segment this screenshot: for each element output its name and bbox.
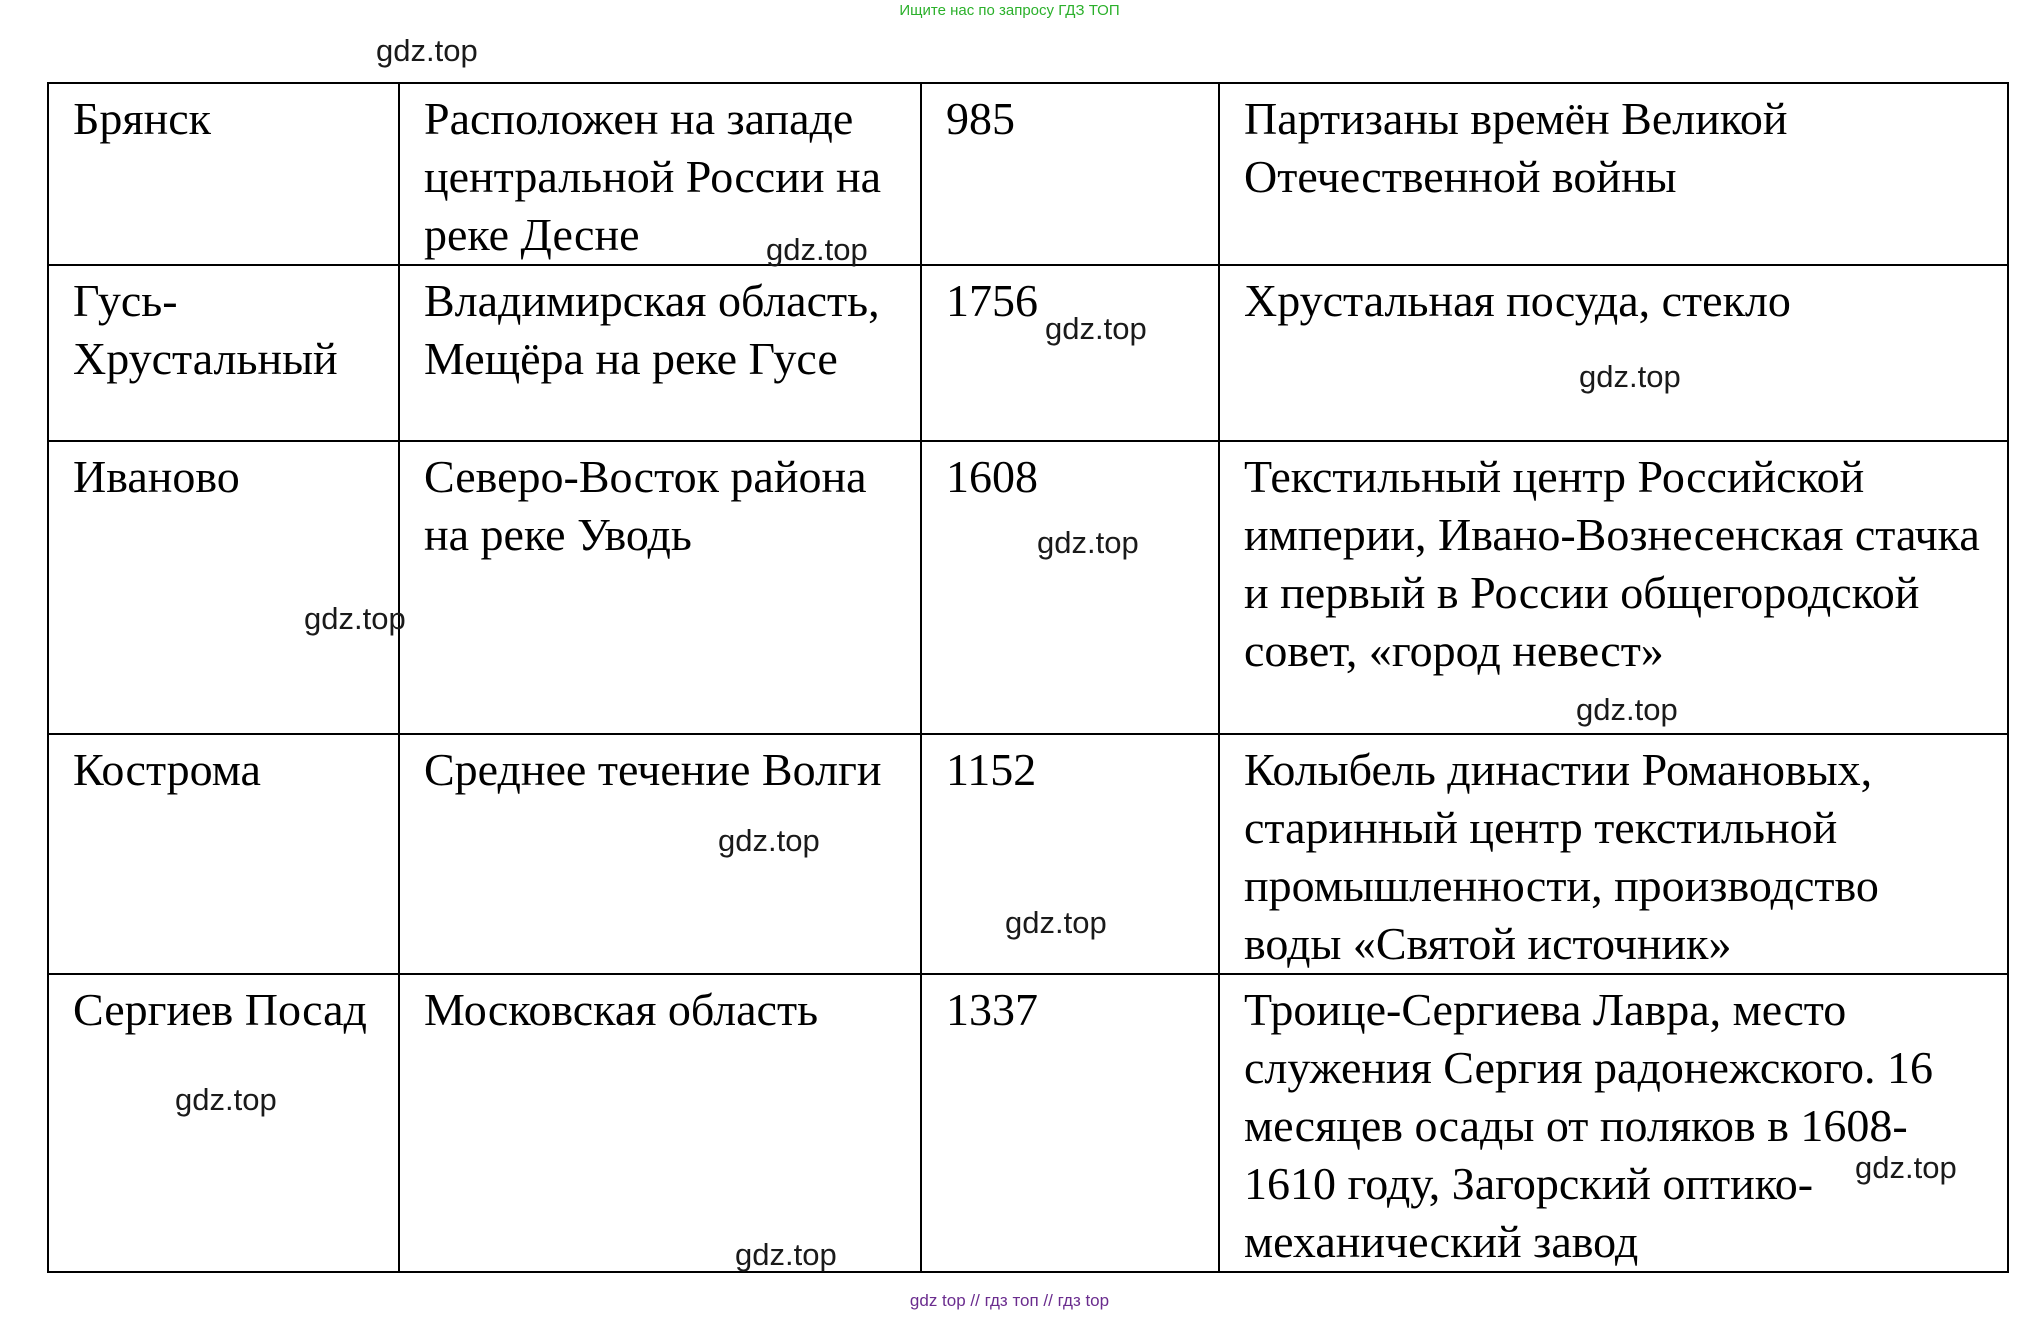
- cities-table: [47, 82, 2009, 1273]
- watermark: gdz.top: [1579, 359, 1681, 394]
- table-row: [48, 83, 2008, 265]
- year-cell: 1756: [921, 265, 1219, 441]
- year-cell: 985: [921, 83, 1219, 265]
- watermark: gdz.top: [1045, 311, 1147, 346]
- fame-cell: Текстильный центр Российской империи, Ивано-Вознесенская стачка и первый в России общегородской совет, «город невест»: [1219, 441, 2008, 734]
- fame-cell: Колыбель династии Романовых, старинный центр текстильной промышленности, производство воды «Святой источник»: [1219, 734, 2008, 974]
- table-row: [48, 441, 2008, 734]
- location-cell: Северо-Восток района на реке Уводь: [399, 441, 921, 734]
- city-cell: Гусь-Хрустальный: [48, 265, 399, 441]
- location-cell: Владимирская область, Мещёра на реке Гусе: [399, 265, 921, 441]
- watermark: gdz.top: [766, 232, 868, 267]
- city-cell: Брянск: [48, 83, 399, 265]
- fame-cell: Партизаны времён Великой Отечественной войны: [1219, 83, 2008, 265]
- year-cell: 1152: [921, 734, 1219, 974]
- watermark: gdz.top: [304, 601, 406, 636]
- year-cell: 1337: [921, 974, 1219, 1272]
- watermark: gdz.top: [1576, 692, 1678, 727]
- watermark: gdz.top: [1037, 525, 1139, 560]
- city-cell: Иваново: [48, 441, 399, 734]
- watermark: gdz.top: [718, 823, 820, 858]
- fame-cell: Хрустальная посуда, стекло: [1219, 265, 2008, 441]
- watermark: gdz.top: [1855, 1150, 1957, 1185]
- city-cell: Кострома: [48, 734, 399, 974]
- location-cell: Расположен на западе центральной России на реке Десне: [399, 83, 921, 265]
- watermark: gdz.top: [175, 1082, 277, 1117]
- location-cell: Среднее течение Волги: [399, 734, 921, 974]
- footer-links[interactable]: gdz top // гдз топ // гдз top: [909, 1291, 1110, 1310]
- table-row: [48, 265, 2008, 441]
- table-row: [48, 974, 2008, 1272]
- year-cell: 1608: [921, 441, 1219, 734]
- watermark: gdz.top: [1005, 905, 1107, 940]
- watermark: gdz.top: [376, 33, 478, 68]
- location-cell: Московская область: [399, 974, 921, 1272]
- watermark: gdz.top: [735, 1237, 837, 1272]
- fame-cell: Троице-Сергиева Лавра, место служения Сергия радонежского. 16 месяцев осады от поляков в 1608-1610 году, Загорский оптико-механический завод: [1219, 974, 2008, 1272]
- search-banner: Ищите нас по запросу ГДЗ ТОП: [899, 2, 1120, 19]
- city-cell: Сергиев Посад: [48, 974, 399, 1272]
